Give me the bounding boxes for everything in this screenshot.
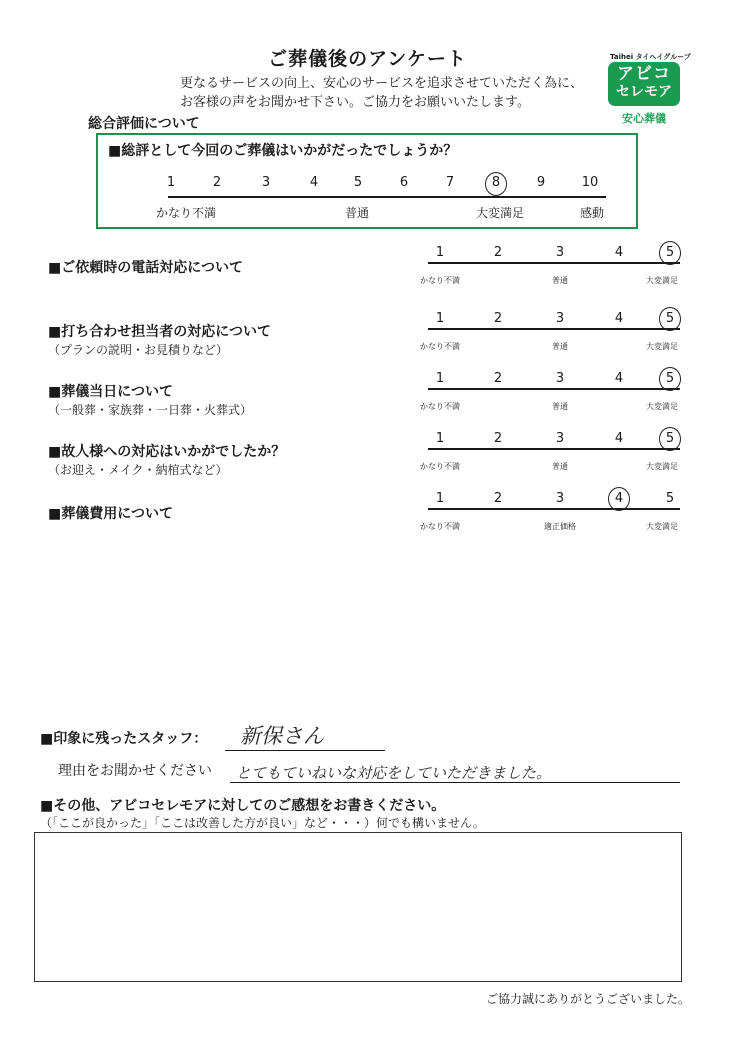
question-1-anchor-2: 普通 xyxy=(552,276,568,285)
intro-line-1: 更なるサービスの向上、安心のサービスを追求させていただく為に、 xyxy=(180,76,584,91)
question-5-anchor-1: かなり不満 xyxy=(420,522,460,531)
question-2-scale-number-3[interactable]: 3 xyxy=(555,311,565,326)
reason-answer[interactable]: とてもていねいな対応をしていただきました。 xyxy=(236,764,552,782)
question-3-anchor-2: 普通 xyxy=(552,402,568,411)
comment-box[interactable] xyxy=(34,832,682,982)
question-3-anchor-1: かなり不満 xyxy=(420,402,460,411)
question-4-scale-line xyxy=(428,448,680,450)
question-1-scale-number-4[interactable]: 4 xyxy=(614,245,624,260)
question-5-answer-circle xyxy=(608,487,630,511)
question-label-1: ■ご依頼時の電話対応について xyxy=(48,260,243,276)
overall-section-heading: 総合評価について xyxy=(88,116,200,132)
overall-scale-number-5[interactable]: 5 xyxy=(353,175,363,190)
overall-scale-number-2[interactable]: 2 xyxy=(212,175,222,190)
question-5-scale-number-2[interactable]: 2 xyxy=(493,491,503,506)
question-3-scale-number-1[interactable]: 1 xyxy=(435,371,445,386)
question-2-answer-circle xyxy=(659,307,681,331)
overall-scale-number-6[interactable]: 6 xyxy=(399,175,409,190)
question-5-scale-line xyxy=(428,508,680,510)
question-1-scale-number-1[interactable]: 1 xyxy=(435,245,445,260)
other-label: ■その他、アビコセレモアに対してのご感想をお書きください。 xyxy=(40,798,446,814)
question-3-answer-circle xyxy=(659,367,681,391)
overall-anchor-label-2: 普通 xyxy=(344,206,370,220)
staff-label: ■印象に残ったスタッフ： xyxy=(40,731,208,747)
question-4-anchor-3: 大変満足 xyxy=(646,462,678,471)
group-logo-text: Taihei タイヘイグループ xyxy=(610,53,691,61)
question-2-scale-number-1[interactable]: 1 xyxy=(435,311,445,326)
question-1-scale-number-3[interactable]: 3 xyxy=(555,245,565,260)
question-4-scale-number-1[interactable]: 1 xyxy=(435,431,445,446)
question-sub-2: （プランの説明・お見積りなど） xyxy=(48,343,229,357)
question-label-5: ■葬儀費用について xyxy=(48,506,173,522)
question-label-2: ■打ち合わせ担当者の対応について xyxy=(48,324,271,340)
question-5-scale-number-1[interactable]: 1 xyxy=(435,491,445,506)
question-1-scale-line xyxy=(428,262,680,264)
staff-underline xyxy=(225,750,385,751)
overall-scale-number-7[interactable]: 7 xyxy=(445,175,455,190)
question-4-anchor-2: 普通 xyxy=(552,462,568,471)
question-sub-4: （お迎え・メイク・納棺式など） xyxy=(48,463,228,477)
question-1-anchor-1: かなり不満 xyxy=(420,276,460,285)
question-1-scale-number-2[interactable]: 2 xyxy=(493,245,503,260)
logo-line-1: アビコ xyxy=(617,64,671,84)
question-4-scale-number-5[interactable]: 5 xyxy=(665,431,675,446)
question-1-answer-circle xyxy=(659,241,681,265)
question-2-scale-number-4[interactable]: 4 xyxy=(614,311,624,326)
question-2-scale-number-2[interactable]: 2 xyxy=(493,311,503,326)
question-5-scale-number-4[interactable]: 4 xyxy=(614,491,624,506)
question-sub-3: （一般葬・家族葬・一日葬・火葬式） xyxy=(48,403,253,417)
overall-question: ■総評として今回のご葬儀はいかがだったでしょうか？ xyxy=(108,143,458,159)
question-3-scale-number-3[interactable]: 3 xyxy=(555,371,565,386)
intro-line-2: お客様の声をお聞かせ下さい。ご協力をお願いいたします。 xyxy=(180,95,530,110)
overall-scale-number-1[interactable]: 1 xyxy=(166,175,176,190)
question-2-anchor-3: 大変満足 xyxy=(646,342,678,351)
overall-scale-number-8[interactable]: 8 xyxy=(491,175,501,190)
question-2-scale-number-5[interactable]: 5 xyxy=(665,311,675,326)
reason-label: 理由をお聞かせください xyxy=(58,763,212,779)
staff-answer[interactable]: 新保さん xyxy=(240,724,324,748)
question-5-scale-number-3[interactable]: 3 xyxy=(555,491,565,506)
thanks-text: ご協力誠にありがとうございました。 xyxy=(485,992,690,1006)
company-logo xyxy=(608,62,680,106)
question-4-scale-number-4[interactable]: 4 xyxy=(614,431,624,446)
overall-scale-number-3[interactable]: 3 xyxy=(261,175,271,190)
question-2-scale-line xyxy=(428,328,680,330)
question-4-anchor-1: かなり不満 xyxy=(420,462,460,471)
question-4-answer-circle xyxy=(659,427,681,451)
question-3-scale-line xyxy=(428,388,680,390)
overall-anchor-label-3: 大変満足 xyxy=(475,206,525,220)
question-5-anchor-2: 適正価格 xyxy=(544,522,576,531)
question-3-scale-number-4[interactable]: 4 xyxy=(614,371,624,386)
question-5-scale-number-5[interactable]: 5 xyxy=(665,491,675,506)
overall-anchor-label-1: かなり不満 xyxy=(155,206,217,220)
other-sub: （「ここが良かった」「ここは改善した方が良い」など・・・）何でも構いません。 xyxy=(40,816,485,830)
overall-anchor-label-4: 感動 xyxy=(579,206,605,220)
question-2-anchor-2: 普通 xyxy=(552,342,568,351)
logo-line-2: セレモア xyxy=(616,84,672,100)
survey-title: ご葬儀後のアンケート xyxy=(268,48,467,70)
question-3-scale-number-5[interactable]: 5 xyxy=(665,371,675,386)
question-3-anchor-3: 大変満足 xyxy=(646,402,678,411)
question-2-anchor-1: かなり不満 xyxy=(420,342,460,351)
question-1-scale-number-5[interactable]: 5 xyxy=(665,245,675,260)
overall-answer-circle xyxy=(485,172,507,196)
question-5-anchor-3: 大変満足 xyxy=(646,522,678,531)
question-1-anchor-3: 大変満足 xyxy=(646,276,678,285)
question-label-3: ■葬儀当日について xyxy=(48,384,173,400)
tagline: 安心葬儀 xyxy=(622,112,666,125)
intro-text xyxy=(180,74,583,112)
overall-scale-number-9[interactable]: 9 xyxy=(536,175,546,190)
question-4-scale-number-2[interactable]: 2 xyxy=(493,431,503,446)
overall-scale-line xyxy=(168,196,606,198)
question-4-scale-number-3[interactable]: 3 xyxy=(555,431,565,446)
question-3-scale-number-2[interactable]: 2 xyxy=(493,371,503,386)
question-label-4: ■故人様への対応はいかがでしたか？ xyxy=(48,444,286,460)
overall-scale-number-10[interactable]: 10 xyxy=(581,175,599,190)
overall-scale-number-4[interactable]: 4 xyxy=(309,175,319,190)
